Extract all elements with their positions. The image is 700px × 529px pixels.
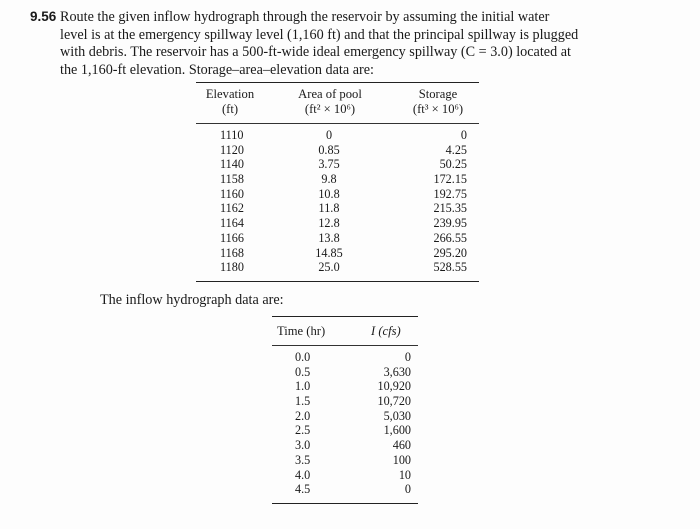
- table-row: [272, 423, 418, 438]
- problem-text-1: Route the given inflow hydrograph through the reservoir by assuming the initial water: [60, 9, 550, 25]
- table-header: [272, 317, 418, 345]
- cell-area: 0.85: [318, 142, 340, 157]
- problem-line-1: [30, 8, 680, 27]
- header-area: [288, 87, 372, 117]
- table-row: [196, 201, 479, 216]
- table-row: [196, 187, 479, 202]
- table-row: [272, 453, 418, 468]
- table-row: [196, 157, 479, 172]
- cell-inflow: 10,920: [377, 379, 411, 394]
- header-inflow: I (cfs): [371, 324, 401, 338]
- cell-time: 4.0: [295, 467, 311, 482]
- table-row: [272, 409, 418, 424]
- table-row: [272, 438, 418, 453]
- cell-elevation: 1120: [220, 142, 244, 157]
- cell-area: 9.8: [321, 172, 337, 187]
- header-storage: [398, 87, 478, 117]
- table-row: [272, 394, 418, 409]
- cell-elevation: 1180: [220, 260, 244, 275]
- header-elevation-unit: (ft): [221, 102, 239, 116]
- inflow-hydrograph-table: [272, 316, 418, 504]
- header-storage-unit: (ft³ × 10⁶): [412, 102, 464, 116]
- cell-storage: 192.75: [433, 186, 467, 201]
- cell-time: 1.5: [295, 394, 311, 409]
- cell-elevation: 1162: [220, 201, 244, 216]
- table-row: [272, 379, 418, 394]
- cell-storage: 215.35: [433, 201, 467, 216]
- table-body: [272, 346, 418, 503]
- table-row: [196, 128, 479, 143]
- table-body: [196, 124, 479, 281]
- cell-elevation: 1110: [220, 128, 244, 142]
- cell-elevation: 1140: [220, 157, 244, 172]
- cell-inflow: 0: [404, 350, 411, 364]
- table-row: [196, 216, 479, 231]
- problem-line-2: level is at the emergency spillway level (1,160 ft) and that the principal spillway is plugged: [60, 26, 579, 43]
- cell-storage: 295.20: [433, 245, 467, 260]
- cell-storage: 50.25: [439, 157, 467, 172]
- cell-area: 14.85: [315, 245, 343, 260]
- table-row: [196, 172, 479, 187]
- cell-inflow: 100: [392, 452, 411, 467]
- cell-storage: 172.15: [433, 172, 467, 187]
- table-row: [196, 260, 479, 275]
- cell-time: 2.5: [295, 423, 311, 438]
- cell-inflow: 460: [392, 438, 411, 453]
- cell-area: 13.8: [318, 230, 340, 245]
- cell-inflow: 1,600: [383, 423, 411, 438]
- cell-area: 12.8: [318, 216, 340, 231]
- cell-elevation: 1164: [220, 216, 244, 231]
- cell-time: 0.0: [295, 350, 311, 364]
- cell-area: 3.75: [318, 157, 340, 172]
- table-row: [196, 231, 479, 246]
- cell-elevation: 1166: [220, 230, 244, 245]
- cell-inflow: 10: [398, 467, 411, 482]
- cell-elevation: 1158: [220, 172, 244, 187]
- cell-inflow: 10,720: [377, 394, 411, 409]
- cell-time: 2.0: [295, 408, 311, 423]
- table-header: [196, 83, 479, 123]
- header-elevation: [202, 87, 258, 117]
- table-row: [272, 468, 418, 483]
- cell-inflow: 0: [404, 482, 411, 497]
- cell-time: 0.5: [295, 364, 311, 379]
- cell-area: 25.0: [318, 260, 340, 275]
- cell-time: 3.5: [295, 452, 311, 467]
- cell-time: 3.0: [295, 438, 311, 453]
- header-area-label: Area of pool: [298, 87, 362, 101]
- problem-statement: [30, 8, 680, 79]
- header-storage-label: Storage: [418, 87, 458, 101]
- cell-area: 10.8: [318, 186, 340, 201]
- cell-inflow: 3,630: [383, 364, 411, 379]
- cell-time: 4.5: [295, 482, 311, 497]
- table-row: [196, 143, 479, 158]
- cell-storage: 266.55: [433, 230, 467, 245]
- header-elevation-label: Elevation: [205, 87, 255, 101]
- cell-time: 1.0: [295, 379, 311, 394]
- cell-area: 0: [325, 128, 333, 142]
- cell-area: 11.8: [318, 201, 340, 216]
- cell-storage: 239.95: [433, 216, 467, 231]
- cell-storage: 0: [460, 128, 467, 142]
- problem-line-3: with debris. The reservoir has a 500-ft-wide ideal emergency spillway (C = 3.0) located at: [60, 44, 571, 60]
- cell-inflow: 5,030: [383, 408, 411, 423]
- table-bottom-rule: [196, 281, 479, 282]
- storage-area-elevation-table: [196, 82, 479, 282]
- cell-elevation: 1168: [220, 245, 244, 260]
- inflow-heading: The inflow hydrograph data are:: [100, 292, 284, 308]
- header-area-unit: (ft² × 10⁶): [304, 102, 356, 116]
- table-row: [272, 482, 418, 497]
- table-bottom-rule: [272, 503, 418, 504]
- cell-elevation: 1160: [220, 186, 244, 201]
- table-row: [196, 246, 479, 261]
- cell-storage: 528.55: [433, 260, 467, 275]
- cell-storage: 4.25: [445, 142, 467, 157]
- table-row: [272, 365, 418, 380]
- table-row: [272, 350, 418, 365]
- problem-line-4: the 1,160-ft elevation. Storage–area–elevation data are:: [60, 61, 374, 78]
- header-time: Time (hr): [277, 324, 326, 338]
- problem-number: 9.56: [30, 9, 57, 24]
